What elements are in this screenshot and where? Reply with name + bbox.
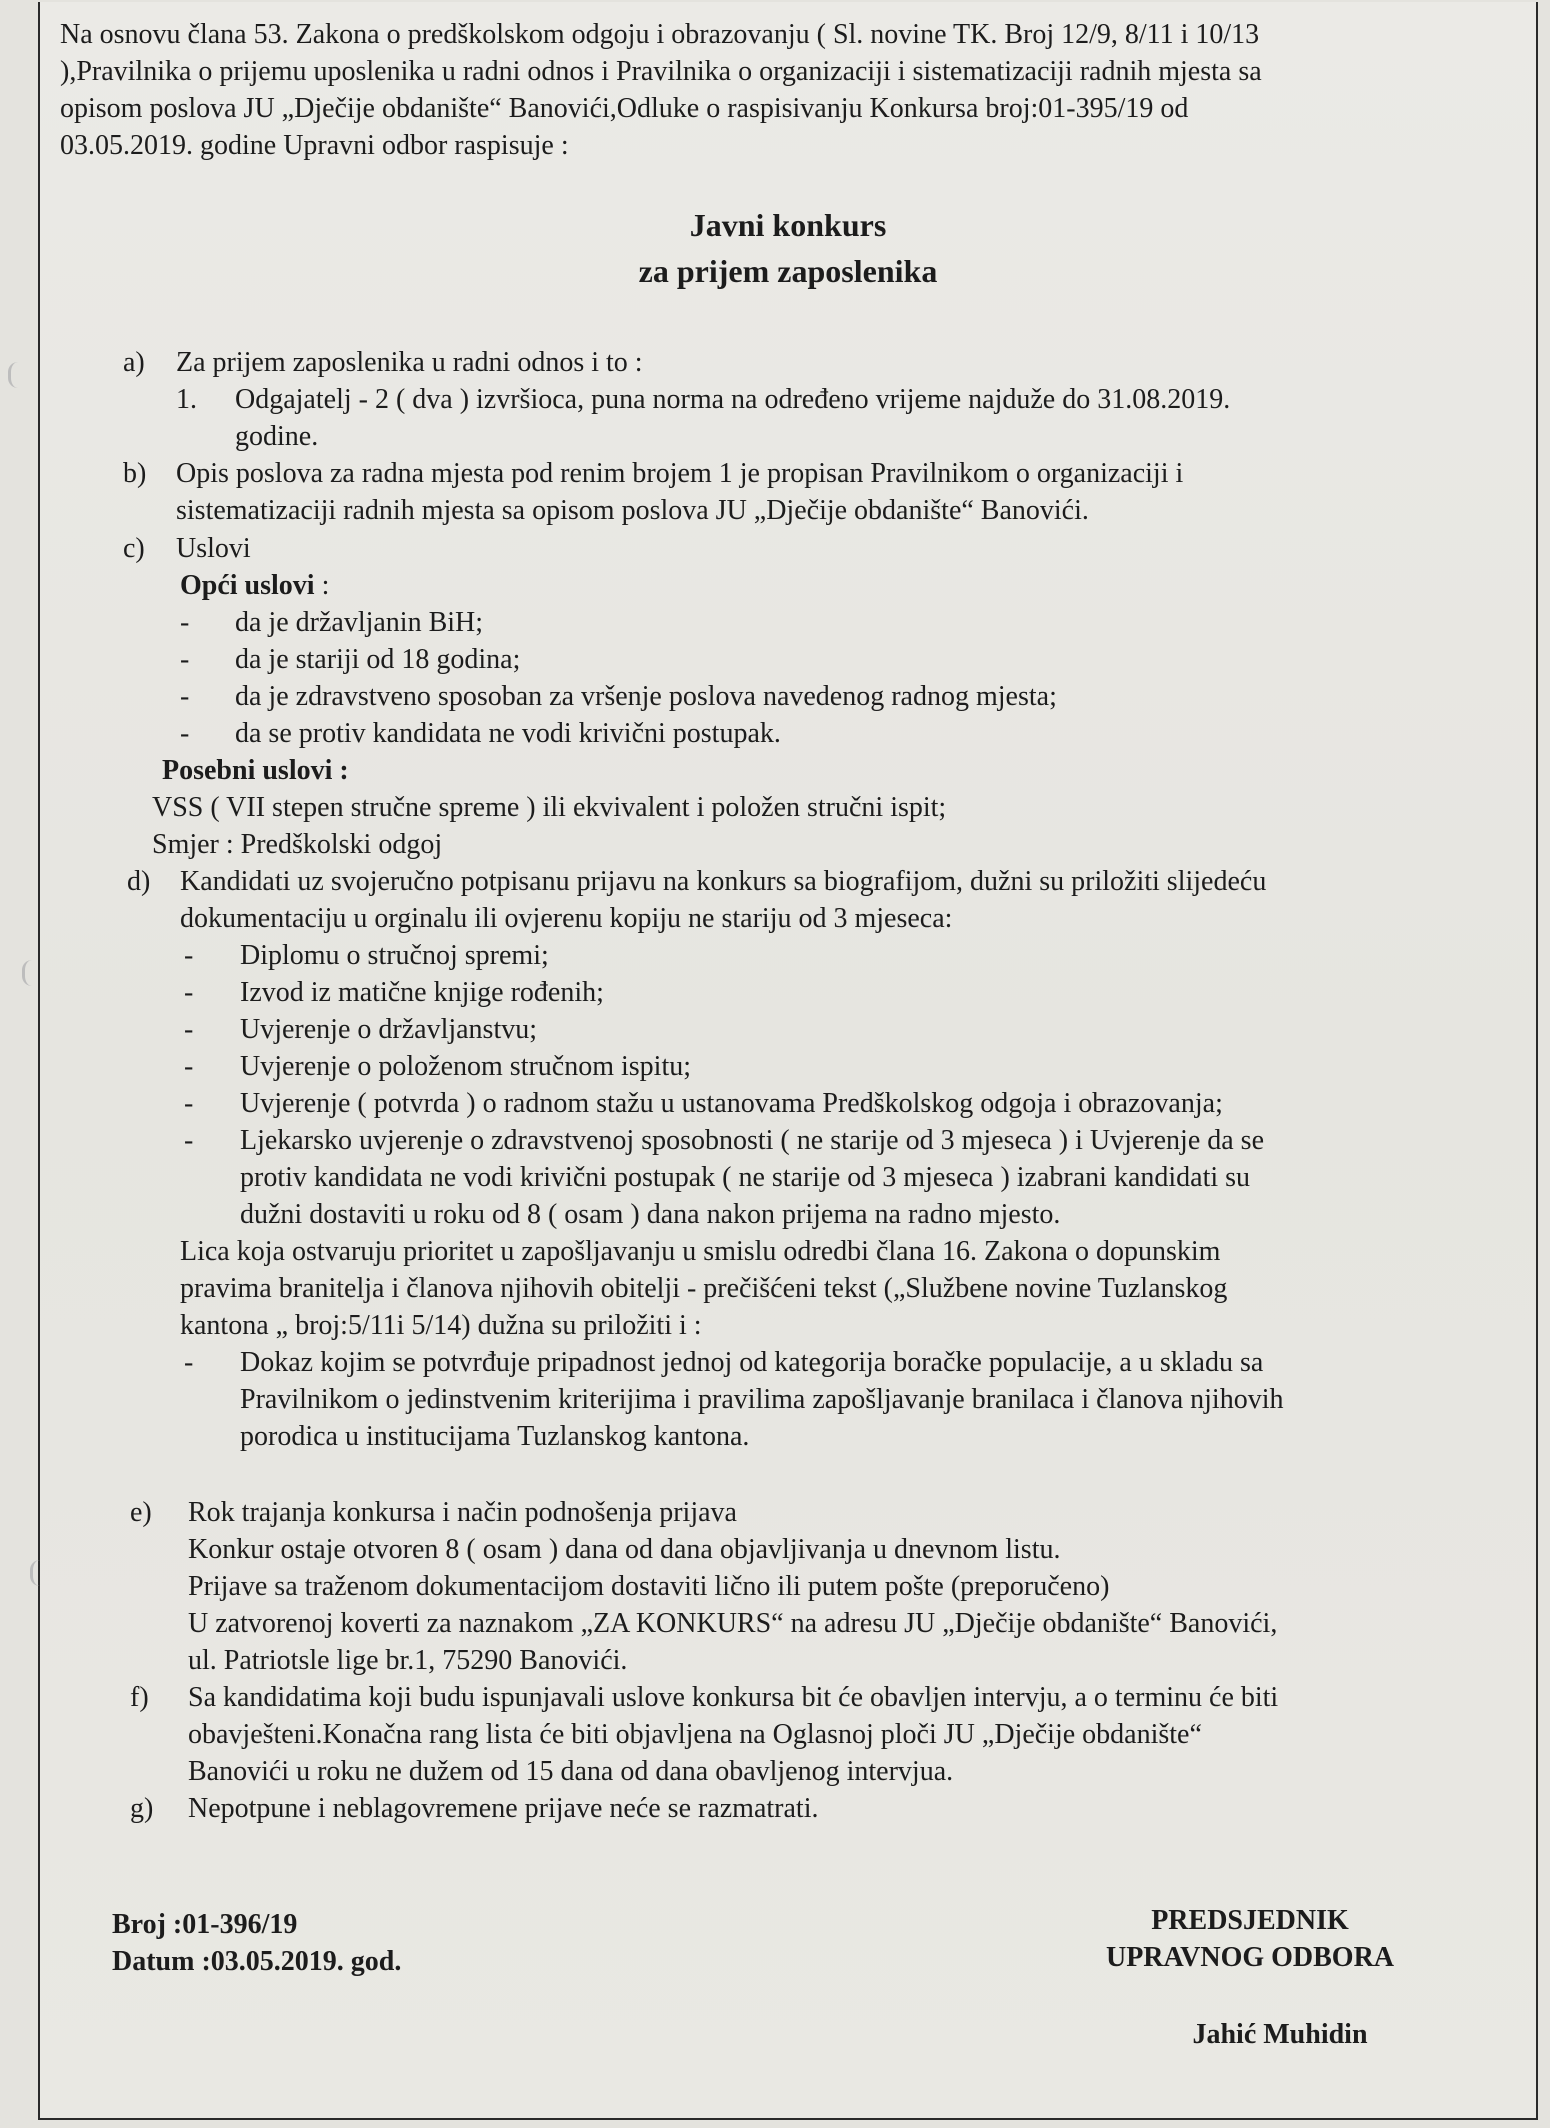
doc-1: Diplomu o stručnoj spremi; [240,940,549,971]
bullet-dash: - [180,644,190,675]
general-condition-2: da je stariji od 18 godina; [235,644,521,675]
proof-line-2: Pravilnikom o jedinstvenim kriterijima i pravilima zapošljavanje branilaca i članova njihovih [240,1384,1284,1415]
section-d-marker: d) [127,866,151,897]
section-e-marker: e) [130,1497,152,1528]
section-e-line-4: U zatvorenoj koverti za naznakom „ZA KONKURS“ na adresu JU „Dječije obdanište“ Banovići, [188,1608,1278,1639]
proof-line-1: Dokaz kojim se potvrđuje pripadnost jednoj od kategorija boračke populacije, a u skladu sa [240,1347,1264,1378]
doc-5: Uvjerenje ( potvrda ) o radnom stažu u ustanovama Predškolskog odgoja i obrazovanja; [240,1088,1223,1119]
section-g-marker: g) [130,1793,154,1824]
bullet-dash: - [184,977,194,1008]
doc-2: Izvod iz matične knjige rođenih; [240,977,604,1008]
section-d-line-2: dokumentaciju u orginalu ili ovjerenu kopiju ne stariju od 3 mjeseca: [180,903,953,934]
section-f-line-2: obavješteni.Konačna rang lista će biti objavljena na Oglasnoj ploči JU „Dječije obdanište“ [188,1719,1202,1750]
section-f-line-1: Sa kandidatima koji budu ispunjavali uslove konkursa bit će obavljen intervju, a o terminu će biti [188,1682,1279,1713]
priority-line-1: Lica koja ostvaruju prioritet u zapošljavanju u smislu odredbi člana 16. Zakona o dopunskim [180,1236,1221,1267]
general-condition-3: da je zdravstveno sposoban za vršenje poslova navedenog radnog mjesta; [235,681,1057,712]
document-title: Javni konkurs [689,207,887,243]
item-1-text: Odgajatelj - 2 ( dva ) izvršioca, puna norma na određeno vrijeme najduže do 31.08.2019. [235,384,1231,415]
bullet-dash: - [184,940,194,971]
section-d-line-1: Kandidati uz svojeručno potpisanu prijavu na konkurs sa biografijom, dužni su priložiti slijedeću [180,866,1267,897]
bullet-dash: - [184,1051,194,1082]
section-a-marker: a) [123,347,145,378]
signature-title-2: UPRAVNOG ODBORA [1105,1942,1395,1973]
intro-line-2: ),Pravilnika o prijemu uposlenika u radni odnos i Pravilnika o organizaciji i sistematizaciji radnih mjesta sa [60,56,1262,87]
doc-6-line-2: protiv kandidata ne vodi krivični postupak ( ne starije od 3 mjeseca ) izabrani kandidati su [240,1162,1251,1193]
section-e-line-3: Prijave sa traženom dokumentacijom dostaviti lično ili putem pošte (preporučeno) [188,1571,1110,1602]
bullet-dash: - [180,681,190,712]
section-c-marker: c) [123,533,145,564]
proof-line-3: porodica u institucijama Tuzlanskog kantona. [240,1421,750,1452]
special-condition-1: VSS ( VII stepen stručne spreme ) ili ekvivalent i položen stručni ispit; [152,792,947,823]
reference-number: Broj :01-396/19 [112,1909,298,1940]
general-conditions-label: Opći uslovi [180,570,315,601]
bullet-dash: - [184,1347,194,1378]
general-conditions-heading [180,567,329,604]
doc-4: Uvjerenje o položenom stručnom ispitu; [240,1051,692,1082]
intro-line-4: 03.05.2019. godine Upravni odbor raspisuje : [60,130,569,161]
document-subtitle: za prijem zaposlenika [638,253,938,289]
bullet-dash: - [180,607,190,638]
section-e-line-2: Konkur ostaje otvoren 8 ( osam ) dana od dana objavljivanja u dnevnom listu. [188,1534,1061,1565]
section-b-marker: b) [123,458,147,489]
section-f-marker: f) [130,1682,149,1713]
bullet-dash: - [184,1014,194,1045]
section-f-line-3: Banovići u roku ne dužem od 15 dana od dana obavljenog intervjua. [188,1756,954,1787]
section-a-text: Za prijem zaposlenika u radni odnos i to : [176,347,643,378]
section-b-line-2: sistematizaciji radnih mjesta sa opisom poslova JU „Dječije obdanište“ Banovići. [176,495,1089,526]
section-c-text: Uslovi [176,533,251,564]
bullet-dash: - [180,718,190,749]
document-frame [38,2,1538,2120]
item-1-number: 1. [176,384,197,415]
reference-date: Datum :03.05.2019. god. [112,1946,402,1977]
intro-line-1: Na osnovu člana 53. Zakona o predškolskom odgoju i obrazovanju ( Sl. novine TK. Broj 12/9, 8/11 i 10/13 [60,19,1260,50]
special-conditions-heading: Posebni uslovi : [162,755,349,786]
doc-6-line-3: dužni dostaviti u roku od 8 ( osam ) dana nakon prijema na radno mjesto. [240,1199,1061,1230]
section-b-line-1: Opis poslova za radna mjesta pod renim brojem 1 je propisan Pravilnikom o organizaciji i [176,458,1184,489]
item-1-text-cont: godine. [235,421,319,452]
bullet-dash: - [184,1088,194,1119]
priority-line-3: kantona „ broj:5/11i 5/14) dužna su priložiti i : [180,1310,702,1341]
priority-line-2: pravima branitelja i članova njihovih obitelji - prečišćeni tekst („Službene novine Tuzlanskog [180,1273,1228,1304]
bullet-dash: - [184,1125,194,1156]
signature-title-1: PREDSJEDNIK [1151,1905,1349,1936]
staple-mark [22,960,45,986]
general-condition-1: da je državljanin BiH; [235,607,484,638]
general-conditions-colon: : [314,570,330,601]
doc-6-line-1: Ljekarsko uvjerenje o zdravstvenoj sposobnosti ( ne starije od 3 mjeseca ) i Uvjerenje da se [240,1125,1265,1156]
intro-line-3: opisom poslova JU „Dječije obdanište“ Banovići,Odluke o raspisivanju Konkursa broj:01-395/19 od [60,93,1189,124]
special-condition-2: Smjer : Predškolski odgoj [152,829,443,860]
section-e-line-5: ul. Patriotsle lige br.1, 75290 Banovići. [188,1645,628,1676]
section-e-line-1: Rok trajanja konkursa i način podnošenja prijava [188,1497,737,1528]
staple-mark [8,362,31,388]
doc-3: Uvjerenje o državljanstvu; [240,1014,538,1045]
section-g-text: Nepotpune i neblagovremene prijave neće se razmatrati. [188,1793,819,1824]
staple-mark [30,1560,53,1586]
signatory-name: Jahić Muhidin [1192,2019,1368,2050]
general-condition-4: da se protiv kandidata ne vodi krivični postupak. [235,718,781,749]
